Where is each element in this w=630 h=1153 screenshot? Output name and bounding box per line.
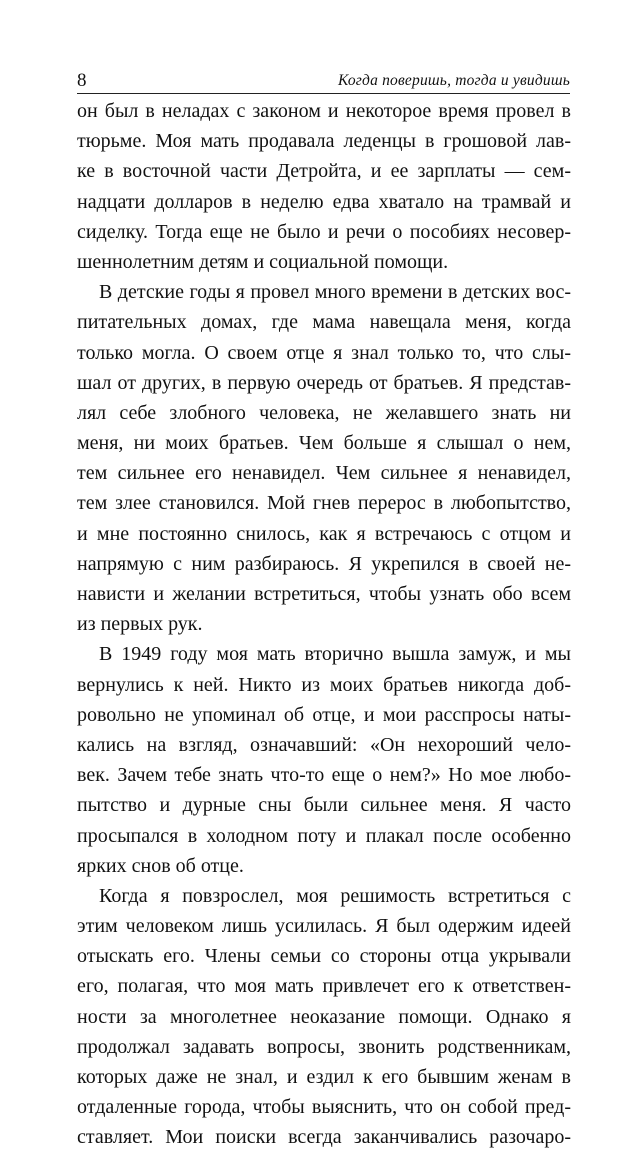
text-line: сиделку. Тогда еще не было и речи о пособиях несовер- xyxy=(77,220,571,243)
text-line: ярких снов об отце. xyxy=(77,854,244,877)
text-line: нависти и желании встретиться, чтобы узнать обо всем xyxy=(77,583,571,605)
text-line: кались на взгляд, означавший: «Он нехороший чело- xyxy=(77,733,571,756)
text-line: ставляет. Мои поиски всегда заканчивались разочаро- xyxy=(77,1126,571,1149)
text-line: этим человеком лишь усилилась. Я был одержим идеей xyxy=(77,915,571,938)
text-line: и мне постоянно снилось, как я встречаюсь с отцом и xyxy=(77,522,571,545)
text-line: ровольно не упоминал об отце, и мои расспросы наты- xyxy=(77,703,571,726)
text-line: тем злее становился. Мой гнев перерос в любопытство, xyxy=(77,492,571,515)
page-number: 8 xyxy=(77,70,87,91)
text-line: вернулись к ней. Никто из моих братьев никогда доб- xyxy=(77,673,571,696)
running-title: Когда поверишь, тогда и увидишь xyxy=(337,72,570,89)
running-header xyxy=(77,70,570,92)
text-line: напрямую с ним разбираюсь. Я укрепился в своей не- xyxy=(77,552,571,575)
text-line: отыскать его. Члены семьи со стороны отца укрывали xyxy=(77,945,571,968)
text-line: В 1949 году моя мать вторично вышла замуж, и мы xyxy=(99,643,571,666)
paragraph xyxy=(77,277,571,639)
text-line: шал от других, в первую очередь от братьев. Я представ- xyxy=(77,371,571,394)
text-line: лял себе злобного человека, не желавшего знать ни xyxy=(77,401,571,424)
text-line: ности за многолетнее неоказание помощи. Однако я xyxy=(77,1005,571,1028)
body-text xyxy=(77,96,571,1153)
header-rule xyxy=(77,93,570,94)
text-line: он был в неладах с законом и некоторое время провел в xyxy=(77,100,571,122)
text-line: ке в восточной части Детройта, и ее зарплаты — сем- xyxy=(77,160,571,183)
text-line: тем сильнее его ненавидел. Чем сильнее я ненавидел, xyxy=(77,462,571,485)
text-line: шеннолетним детям и социальной помощи. xyxy=(77,250,449,273)
text-line: отдаленные города, чтобы выяснить, что он собой пред- xyxy=(77,1096,571,1119)
text-line: только могла. О своем отце я знал только то, что слы- xyxy=(77,341,571,364)
text-line: Когда я повзрослел, моя решимость встретиться с xyxy=(99,884,571,907)
text-line: которых даже не знал, и ездил к его бывшим женам в xyxy=(77,1066,571,1088)
text-line: пытство и дурные сны были сильнее меня. Я часто xyxy=(77,794,571,817)
text-line: просыпался в холодном поту и плакал после особенно xyxy=(77,824,571,847)
text-line: меня, ни моих братьев. Чем больше я слышал о нем, xyxy=(77,432,571,455)
text-line: питательных домах, где мама навещала меня, когда xyxy=(77,311,571,334)
text-line: В детские годы я провел много времени в детских вос- xyxy=(99,281,571,304)
paragraph xyxy=(77,881,571,1153)
text-line: продолжал задавать вопросы, звонить родственникам, xyxy=(77,1035,571,1058)
paragraph xyxy=(77,639,571,881)
text-line: век. Зачем тебе знать что-то еще о нем?» Но мое любо- xyxy=(77,764,571,787)
text-line: его, полагая, что моя мать привлечет его к ответствен- xyxy=(77,975,571,998)
text-line: из первых рук. xyxy=(77,613,203,636)
paragraph xyxy=(77,96,571,277)
text-line: тюрьме. Моя мать продавала леденцы в грошовой лав- xyxy=(77,130,571,153)
text-line: надцати долларов в неделю едва хватало на трамвай и xyxy=(77,190,571,213)
